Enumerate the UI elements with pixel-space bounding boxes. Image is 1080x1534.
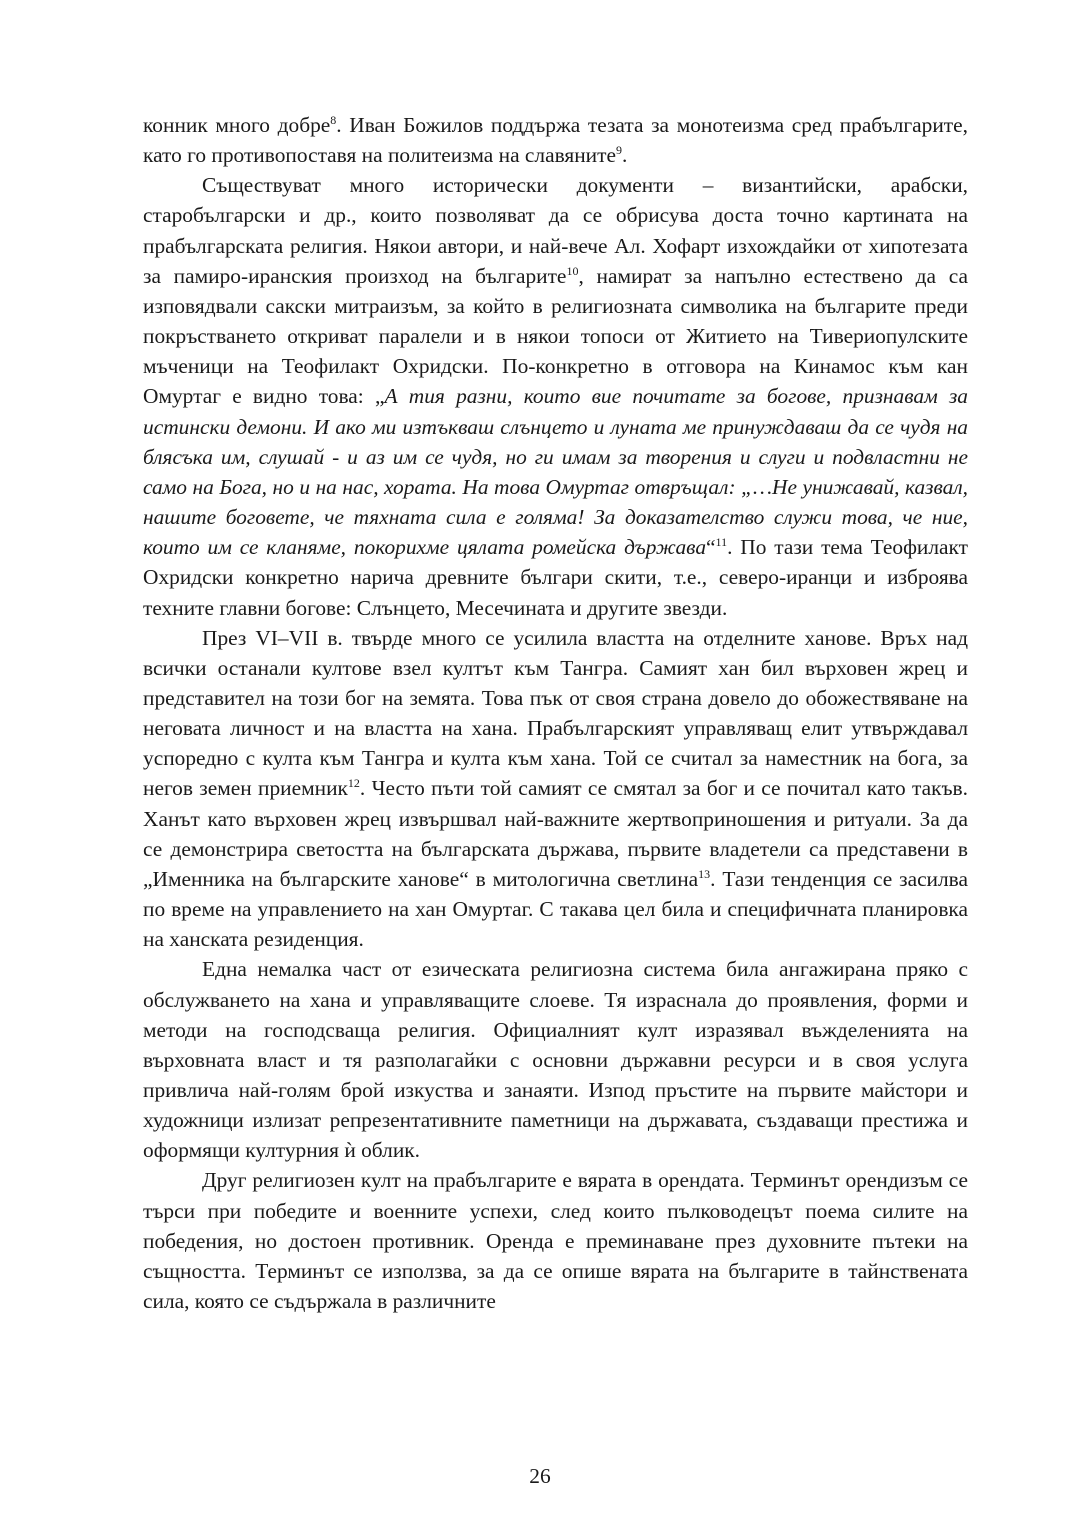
- text-run: Друг религиозен култ на прабългарите е вярата в орендата. Терминът орендизъм се търси при победите и военните успехи, след които пълководецът поема силите на победения, но достоен противник. Оренда е преминаване през духовните пътеки на същността. Терминът се използва, за да се опише вярата на българите в тайнствената сила, която се съдържала в различните: [143, 1168, 968, 1314]
- text-run: През VI–VII в. твърде много се усилила властта на отделните ханове. Връх над всички останали култове взел култът към Тангра. Самият хан бил върховен жрец и представител на този бог на земята. Това пък от своя страна довело до обожествяване на неговата личност и на властта на хана. Прабългарският управляващ елит утвърждавал успоредно с култа към Тангра и култа към хана. Той се считал за наместник на бога, за негов земен приемник: [143, 625, 968, 801]
- paragraph: [143, 623, 968, 955]
- paragraph: [143, 954, 968, 1165]
- text-run: конник много добре: [143, 113, 331, 137]
- text-run: “: [706, 535, 716, 560]
- footnote-ref: 11: [715, 535, 728, 550]
- page-number: 26: [529, 1464, 551, 1488]
- body-text: [143, 110, 968, 1316]
- text-run: Съществуват много исторически документи – византийски, арабски, старобългарски и др., които позволяват да се обрисува доста точно картината на прабългарската религия. Някои автори, и най-вече Ал. Хофарт изхождайки от хипотезата за памиро-иранския произход на българите: [143, 173, 968, 288]
- paragraph: [143, 170, 968, 622]
- footnote-ref: 8: [330, 113, 337, 127]
- text-run: . По тази тема Теофилакт Охридски конкретно нарича древните българи скити, т.е., северо-иранци и изброява техните главни богове: Слънцето, Месечината и другите звезди.: [143, 535, 969, 620]
- text-run: , намират за напълно естествено да са изповядвали сакски митраизъм, за който в религиозната символика на българите преди покръстването откриват паралели и в някои топоси от Житието на Тивериопулските мъченици на Теофилакт Охридски. По-конкретно в отговора на Кинамос към кан Омуртаг е видно това: „: [143, 263, 969, 409]
- footnote-ref: 13: [698, 866, 711, 881]
- text-run: . Тази тенденция се засилва по време на управлението на хан Омуртаг. С такава цел била и специфичната планировка на ханската резиденция.: [143, 866, 968, 952]
- quotation-text: А тия разни, които вие почитате за богове, признавам за истински демони. И ако ми изтъкваш слънцето и луната ме принуждаваш да се чудя на блясъка им, слушай - и аз им се чудя, но ги имам за творения и слуги и подвластни не само на Бога, но и на нас, хората. На това Омуртаг отвръщал: „…Не унижавай, казвал, нашите боговете, че тяхната сила е голяма! За доказателство служи това, че ние, които им се кланяме, покорихме цялата ромейска държава: [143, 384, 968, 560]
- footnote-ref: 9: [615, 143, 622, 158]
- paragraph: [143, 1165, 968, 1316]
- footnote-ref: 10: [566, 263, 579, 278]
- text-run: . Често пъти той самият се смятал за бог и се почитал като такъв. Ханът като върховен жрец извършвал най-важните жертвоприношения и ритуали. За да се демонстрира светостта на българската държава, първите владетели са представени в „Именника на българските ханове“ в митологична светлина: [143, 776, 968, 891]
- text-run: .: [621, 143, 628, 168]
- footnote-ref: 12: [347, 776, 360, 791]
- text-run: . Иван Божилов поддържа тезата за монотеизма сред прабългарите, като го противопоставя на политеизма на славяните: [143, 113, 968, 168]
- paragraph: [143, 110, 968, 170]
- text-run: Една немалка част от езическата религиозна система била ангажирана пряко с обслужването на хана и управляващите слоеве. Тя израснала до проявления, форми и методи на господсваща религия. Официалният култ изразявал въжделенията на върховната власт и тя разполагайки с основни държавни ресурси и в своя услуга привлича най-голям брой изкуства и занаяти. Изпод пръстите на първите майстори и художници излизат репрезентативните паметници на държавата, създаващи престижа и оформящи културния ѝ облик.: [143, 957, 968, 1163]
